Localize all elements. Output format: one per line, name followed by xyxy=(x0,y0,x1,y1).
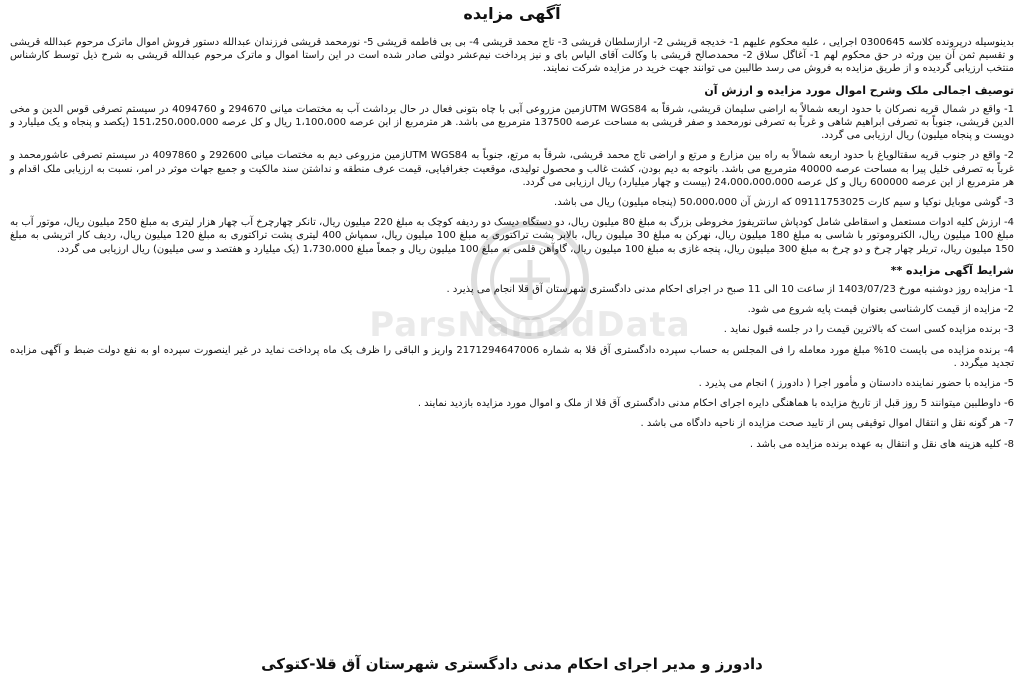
conditions-heading: شرایط آگهی مزایده ** xyxy=(890,263,1014,277)
property-item: 4- ارزش کلیه ادوات مستعمل و اسقاطی شامل کودپاش سانتریفوژ مخروطی بزرگ به مبلغ 80 میلیون ریال، دو دستگاه دیسک دو ردیفه کوچک به مبلغ 220 میلیون ریال، تانکر چهارچرخ آب چهار هزار لیتری به مبلغ 250 میلیون ریال، موتور آب به مبلغ 100 میلیون ریال، الکتروموتور با شاسی به مبلغ 180 میلیون ریال، نهرکن به مبلغ 30 میلیون ریال، بالابر پشت تراکتوری به مبلغ 100 میلیون ریال، سمپاش 400 لیتری پشت تراکتوری به مبلغ 120 میلیون ریال، ردیف کار اتریشی به مبلغ 150 میلیون ریال، تریلر چهار چرخ و دو چرخ به مبلغ 300 میلیون ریال، پنجه غازی به مبلغ 100 میلیون ریال، گاوآهن قلمی به مبلغ 100 میلیون ریال و جمعاً مبلغ 1،730،000 (یک میلیارد و هفتصد و سی میلیون) ریال ارزیابی می گردد. xyxy=(10,217,1015,255)
condition-item: 8- کلیه هزینه های نقل و انتقال به عهده برنده مزایده می باشد . xyxy=(749,438,1014,450)
condition-item: 5- مزایده با حضور نماینده دادستان و مأمور اجرا ( دادورز ) انجام می پذیرد . xyxy=(698,378,1014,390)
property-item: 2- واقع در جنوب قریه سقتالویاغ با حدود اربعه شمالاً به راه بین مزارع و مرتع و اراضی تاج محمد قریشی، شرقاً به مرتع، جنوباً به UTM WGS84زمین مزروعی دیم به مختصات میانی 292600 و 4097860 در سیستم تصرفی عاشورمحمد و غرباً به تصرفی خلیل پیرا به مساحت عرصه 40000 مترمربع می باشد. باتوجه به دیم بودن، کشت غالب و محصول تولیدی، موقعیت جغرافیایی، قیمت عرف منطقه و نداشتن سند مالکیت و جمیع جهات موثر در امر، نسبت به ارزیابی ملک اقدام و هر مترمربع از این عرصه 600000 ریال و کل عرصه 24،000،000،000 (بیست و چهار میلیارد) ریال ارزیابی می گردد. xyxy=(10,150,1015,188)
notice-body xyxy=(10,36,1014,458)
condition-item: 6- داوطلبین میتوانند 5 روز قبل از تاریخ مزایده با هماهنگی دایره اجرای احکام مدنی دادگستری آق قلا از ملک و اموال مورد مزایده بازدید نمایند . xyxy=(417,398,1014,410)
condition-item: 2- مزایده از قیمت کارشناسی بعنوان قیمت پایه شروع می شود. xyxy=(747,304,1014,316)
signature-line: دادورز و مدیر اجرای احکام مدنی دادگستری شهرستان آق قلا-کتوکی xyxy=(261,655,763,673)
property-item: 1- واقع در شمال قریه نصرکان با حدود اربعه شمالاً به اراضی سلیمان قریشی، شرقاً به UTM WGS84زمین مزروعی آبی با چاه بتونی فعال در حال برداشت آب به مختصات میانی 294670 و 4094760 در سیستم تصرفی قوس الدین و مخی الدین قریشی، جنوباً به تصرفی ابراهیم شاهی و غرباً به تصرفی نورمحمد و صفر قریشی به مساحت عرصه 137500 مترمربع می باشد. هر مترمربع از این عرصه 1،100،000 ریال و کل عرصه 151،250،000،000 (یکصد و پنجاه و یک میلیارد و دویست و پنجاه میلیون) ریال ارزیابی می گردد. xyxy=(10,103,1014,142)
property-item: 3- گوشی موبایل نوکیا و سیم کارت 09111753025 که ارزش آن 50،000،000 (پنجاه میلیون) ریال می باشد. xyxy=(554,197,1014,209)
condition-item: 3- برنده مزایده کسی است که بالاترین قیمت را در جلسه قبول نماید . xyxy=(723,324,1014,336)
condition-item: 4- برنده مزایده می بایست 10% مبلغ مورد معامله را فی المجلس به حساب سپرده دادگستری آق قلا به شماره 2171294647006 واریز و الباقی را ظرف یک ماه پرداخت نماید در غیر اینصورت سپرده او به نفع دولت ضبط و آگهی مزایده تجدید میگردد . xyxy=(10,344,1014,369)
page-title: آگهی مزایده xyxy=(463,4,561,23)
section-heading: توصیف اجمالی ملک وشرح اموال مورد مزایده و ارزش آن xyxy=(704,83,1014,97)
condition-item: 7- هر گونه نقل و انتقال اموال توقیفی پس از تایید صحت مزایده از ناحیه دادگاه می باشد . xyxy=(640,418,1014,430)
condition-item: 1- مزایده روز دوشنبه مورخ 1403/07/23 از ساعت 10 الی 11 صبح در اجرای احکام مدنی دادگستری شهرستان آق قلا انجام می پذیرد . xyxy=(446,284,1014,296)
watermark-brand-text: ParsNamadData xyxy=(369,305,691,345)
intro-paragraph: بدینوسیله درپرونده کلاسه 0300645 اجرایی ، علیه محکوم علیهم 1- خدیجه قریشی 2- ارازسلطان قریشی 3- تاج محمد قریشی 4- بی بی فاطمه قریشی 5- نورمحمد قریشی فرزندان عبدالله دستور فروش اموال ماترک مرحوم عبدالله قریشی و تقسیم ثمن آن بین ورثه در حق محکوم لهم 1- آغاگل سلاق 2- محمدصالح قریشی با وکالت آقای الیاس بای و نیز پرداخت نیم‌عشر دولتی صادر شده است در این راستا اموال و ماترک مرحوم عبدالله قریشی به شرح ذیل توسط کارشناس منتخب ارزیابی گردیده و از طریق مزایده به فروش می رسد طالبین می توانند جهت خرید در مزایده شرکت نمایند. xyxy=(10,37,1015,75)
